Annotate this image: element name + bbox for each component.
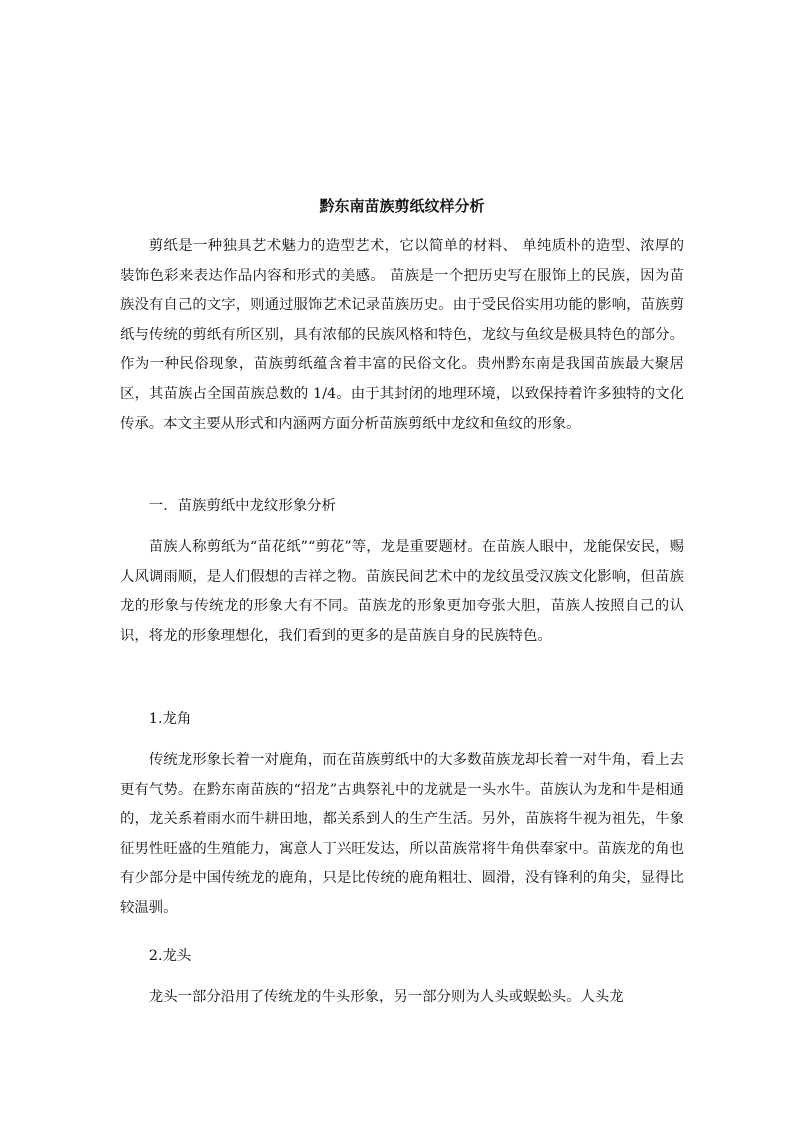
intro-paragraph: 剪纸是一种独具艺术魅力的造型艺术，它以简单的材料、 单纯质朴的造型、浓厚的装饰色彩来表达作品内容和形式的美感。 苗族是一个把历史写在服饰上的民族，因为苗族没有自己的文字，则通过服饰艺术记录苗族历史。由于受民俗实用功能的影响，苗族剪纸与传统的剪纸有所区别，具有浓郁的民族风格和特色，龙纹与鱼纹是极具特色的部分。作为一种民俗现象，苗族剪纸蕴含着丰富的民俗文化。贵州黔东南是我国苗族最大聚居区，其苗族占全国苗族总数的 1/4。由于其封闭的地理环境，以致保持着许多独特的文化传承。本文主要从形式和内涵两方面分析苗族剪纸中龙纹和鱼纹的形象。: [120, 238, 684, 432]
dragon-overview-paragraph: 苗族人称剪纸为“苗花纸”“剪花”等，龙是重要题材。在苗族人眼中，龙能保安民，赐人风调雨顺，是人们假想的吉祥之物。苗族民间艺术中的龙纹虽受汉族文化影响，但苗族龙的形象与传统龙的形象大有不同。苗族龙的形象更加夸张大胆，苗族人按照自己的认识，将龙的形象理想化，我们看到的更多的是苗族自身的民族特色。: [120, 539, 684, 644]
subsection-heading-dragon-horn: 1.龙角: [148, 711, 192, 727]
dragon-head-paragraph: 龙头一部分沿用了传统龙的牛头形象，另一部分则为人头或蜈蚣头。人头龙: [148, 989, 624, 1005]
dragon-horn-paragraph: 传统龙形象长着一对鹿角，而在苗族剪纸中的大多数苗族龙却长着一对牛角，看上去更有气势。在黔东南苗族的“招龙”古典祭礼中的龙就是一头水牛。苗族认为龙和牛是相通的，龙关系着雨水而牛耕田地，都关系到人的生产生活。另外，苗族将牛视为祖先，牛象征男性旺盛的生殖能力，寓意人丁兴旺发达，所以苗族常将牛角供奉家中。苗族龙的角也有少部分是中国传统龙的鹿角，只是比传统的鹿角粗壮、圆滑，没有锋利的角尖，显得比较温驯。: [120, 752, 684, 916]
document-title: 黔东南苗族剪纸纹样分析: [319, 197, 485, 215]
subsection-heading-dragon-head: 2.龙头: [148, 948, 192, 964]
section-heading-dragon-pattern: 一．苗族剪纸中龙纹形象分析: [148, 498, 336, 514]
